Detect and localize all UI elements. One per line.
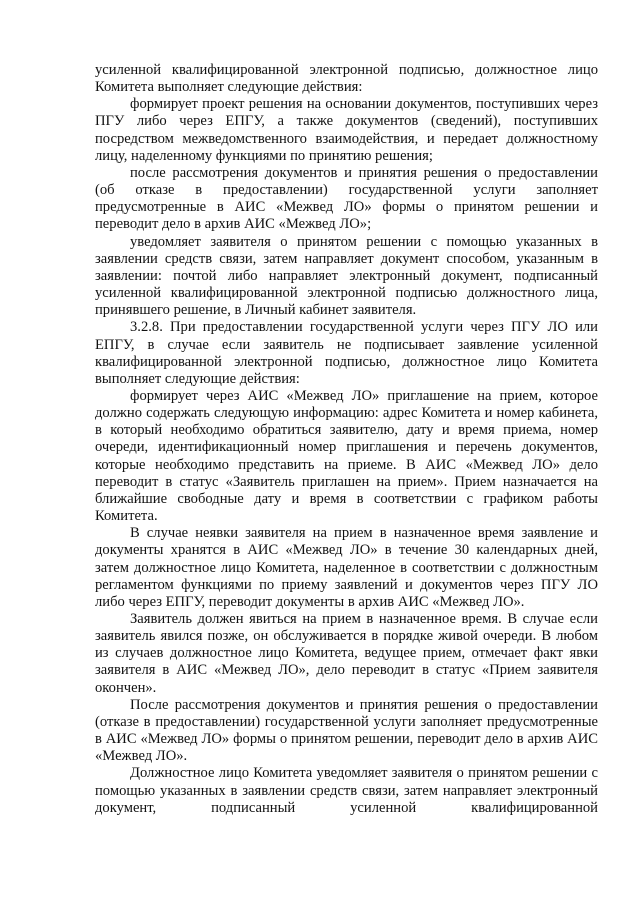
paragraph-1: усиленной квалифицированной электронной подписью, должностное лицо Комитета выполняет следующие действия: xyxy=(95,62,598,96)
paragraph-6: формирует через АИС «Межвед ЛО» приглашение на прием, которое должно содержать следующую информацию: адрес Комитета и номер кабинета, в который необходимо обратиться заявителю, дату и время приема, номер очереди, идентификационный номер приглашения и перечень документов, которые необходимо представить на приеме. В АИС «Межвед ЛО» дело переводит в статус «Заявитель приглашен на прием». Прием назначается на ближайшие свободные дату и время в соответствии с графиком работы Комитета. xyxy=(95,387,598,525)
paragraph-7: В случае неявки заявителя на прием в назначенное время заявление и документы хранятся в АИС «Межвед ЛО» в течение 30 календарных дней, затем должностное лицо Комитета, наделенное в соответствии с должностным регламентом функциями по приему заявлений и документов через ПГУ ЛО либо через ЕПГУ, переводит документы в архив АИС «Межвед ЛО». xyxy=(95,525,598,610)
paragraph-4: уведомляет заявителя о принятом решении с помощью указанных в заявлении средств связи, затем направляет документ способом, указанным в заявлении: почтой либо направляет электронный документ, подписанный усиленной квалифицированной электронной подписью должностного лица, принявшего решение, в Личный кабинет заявителя. xyxy=(95,233,598,319)
paragraph-2: формирует проект решения на основании документов, поступивших через ПГУ либо через ЕПГУ, а также документов (сведений), поступивших посредством межведомственного взаимодействия, и передает должностному лицу, наделенному функциями по принятию решения; xyxy=(95,96,598,164)
paragraph-9: После рассмотрения документов и принятия решения о предоставлении (отказе в предоставлении) государственной услуги заполняет предусмотренные в АИС «Межвед ЛО» формы о принятом решении, переводит дело в архив АИС «Межвед ЛО». xyxy=(95,696,598,765)
paragraph-5: 3.2.8. При предоставлении государственной услуги через ПГУ ЛО или ЕПГУ, в случае если заявитель не подписывает заявление усиленной квалифицированной электронной подписью, должностное лицо Комитета выполняет следующие действия: xyxy=(95,319,598,387)
paragraph-10: Должностное лицо Комитета уведомляет заявителя о принятом решении с помощью указанных в заявлении средств связи, затем направляет электронный документ, подписанный усиленной квалифицированной xyxy=(95,765,598,816)
paragraph-8: Заявитель должен явиться на прием в назначенное время. В случае если заявитель явился позже, он обслуживается в порядке живой очереди. В любом из случаев должностное лицо Комитета, ведущее прием, отмечает факт явки заявителя в АИС «Межвед ЛО», дело переводит в статус «Прием заявителя окончен». xyxy=(95,611,598,696)
paragraph-3: после рассмотрения документов и принятия решения о предоставлении (об отказе в предоставлении) государственной услуги заполняет предусмотренные в АИС «Межвед ЛО» формы о принятом решении и переводит дело в архив АИС «Межвед ЛО»; xyxy=(95,164,598,233)
document-page xyxy=(95,62,598,817)
